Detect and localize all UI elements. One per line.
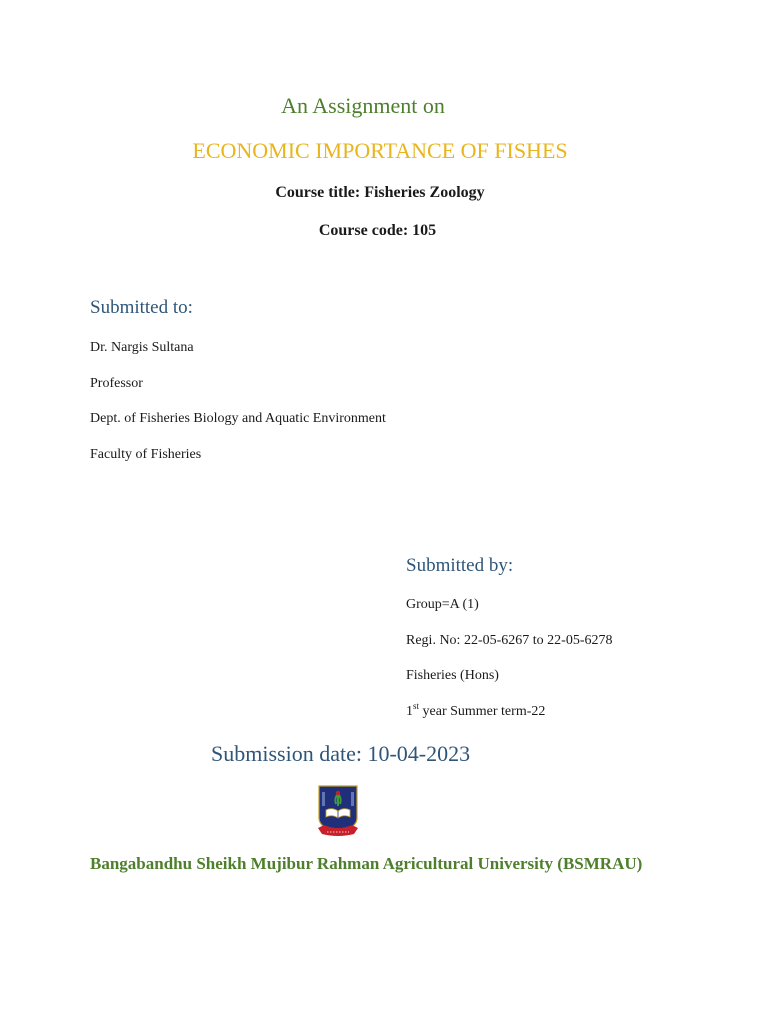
submitted-to-heading: Submitted to: (90, 297, 193, 318)
year-number: 1 (406, 704, 413, 719)
student-group: Group=A (1) (406, 597, 479, 612)
submission-date (211, 741, 470, 767)
year-suffix: st (413, 701, 420, 711)
course-title: Course title: Fisheries Zoology (275, 184, 485, 201)
university-crest-icon (316, 784, 360, 838)
assignment-intro: An Assignment on (281, 93, 445, 118)
submission-date-label: Submission date: (211, 741, 362, 766)
submission-date-value: 10-04-2023 (367, 741, 471, 766)
course-code: Course code: 105 (318, 222, 437, 239)
year-term-text: year Summer term-22 (419, 704, 546, 719)
supervisor-department: Dept. of Fisheries Biology and Aquatic Environment (90, 411, 386, 426)
program-name: Fisheries (Hons) (406, 668, 499, 683)
registration-range: Regi. No: 22-05-6267 to 22-05-6278 (406, 633, 613, 648)
supervisor-designation: Professor (90, 376, 143, 391)
submitted-by-heading: Submitted by: (406, 555, 514, 576)
supervisor-faculty: Faculty of Fisheries (90, 447, 202, 462)
assignment-topic: ECONOMIC IMPORTANCE OF FISHES (192, 138, 568, 163)
supervisor-name: Dr. Nargis Sultana (90, 340, 194, 355)
year-term (406, 701, 546, 720)
university-name: Bangabandhu Sheikh Mujibur Rahman Agricultural University (BSMRAU) (90, 854, 643, 873)
